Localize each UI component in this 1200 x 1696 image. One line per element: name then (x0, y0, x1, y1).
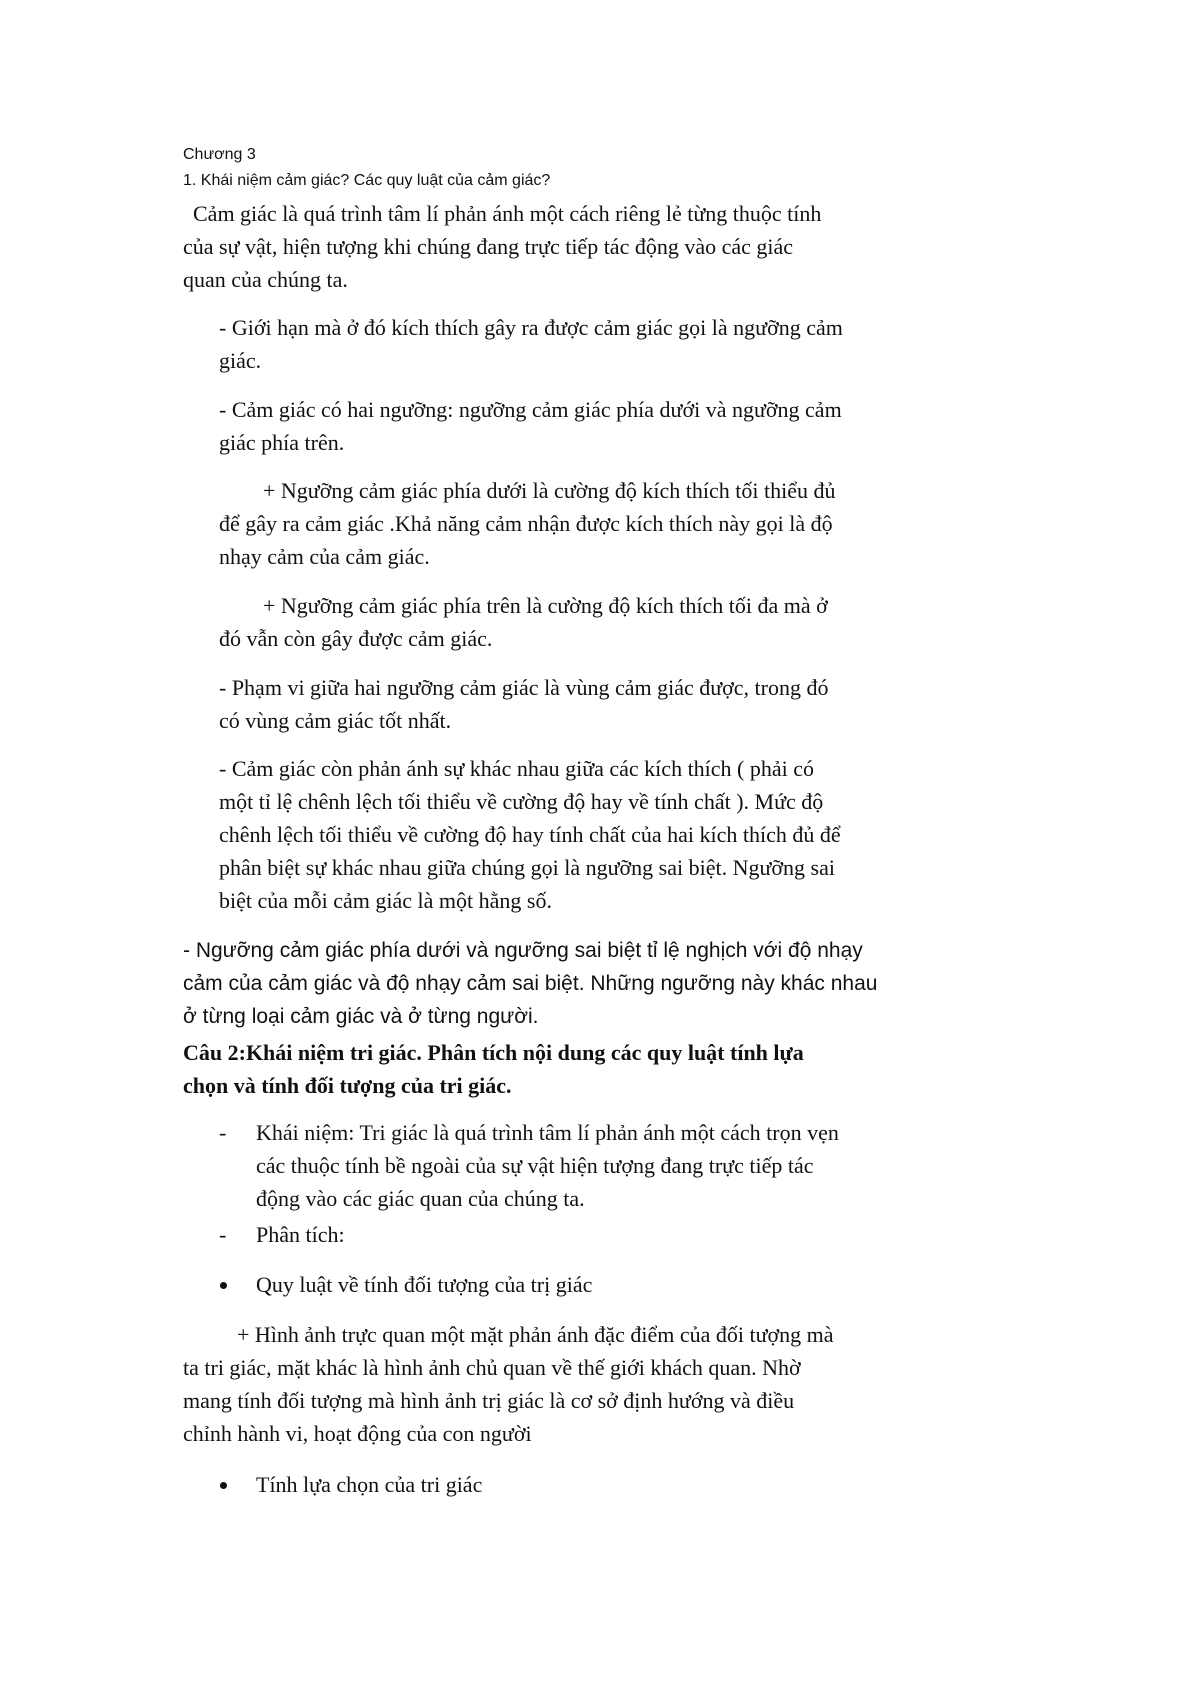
concept-item: Khái niệm: Tri giác là quá trình tâm lí phản ánh một cách trọn vẹn các thuộc tính bề ngoài của sự vật hiện tượng đang trực tiếp tác động vào các giác quan của chúng ta. (256, 1120, 839, 1211)
subpoint-1: + Ngưỡng cảm giác phía dưới là cường độ kích thích tối thiểu đủ để gây ra cảm giác .Khả năng cảm nhận được kích thích này gọi là độ nhạy cảm của cảm giác. (219, 478, 836, 569)
bullet-1-detail: + Hình ảnh trực quan một mặt phản ánh đặc điểm của đối tượng mà ta tri giác, mặt khác là hình ảnh chủ quan về thế giới khách quan. Nhờ mang tính đối tượng mà hình ảnh trị giác là cơ sở định hướng và điều chỉnh hành vi, hoạt động của con người (183, 1322, 834, 1446)
point-4: - Cảm giác còn phản ánh sự khác nhau giữa các kích thích ( phải có một tỉ lệ chênh lệch tối thiểu về cường độ hay về tính chất ). Mức độ chênh lệch tối thiểu về cường độ hay tính chất của hai kích thích đủ để phân biệt sự khác nhau giữa chúng gọi là ngưỡng sai biệt. Ngưỡng sai biệt của mỗi cảm giác là một hằng số. (219, 756, 841, 913)
subpoint-2: + Ngưỡng cảm giác phía trên là cường độ kích thích tối đa mà ở đó vẫn còn gây được cảm giác. (219, 593, 828, 651)
bullet-1-item: Quy luật về tính đối tượng của trị giác (256, 1272, 593, 1297)
question-2-title: Câu 2:Khái niệm tri giác. Phân tích nội dung các quy luật tính lựa chọn và tính đối tượng của tri giác. (183, 1040, 804, 1098)
analysis-dash-marker: - (219, 1222, 227, 1247)
point-1: - Giới hạn mà ở đó kích thích gây ra được cảm giác gọi là ngưỡng cảm giác. (219, 315, 843, 373)
question-1-title: 1. Khái niệm cảm giác? Các quy luật của cảm giác? (183, 172, 551, 189)
bullet-2-item: Tính lựa chọn của tri giác (256, 1472, 483, 1497)
point-3: - Phạm vi giữa hai ngưỡng cảm giác là vùng cảm giác được, trong đó có vùng cảm giác tốt nhất. (219, 675, 829, 733)
chapter-title: Chương 3 (183, 146, 256, 163)
point-2: - Cảm giác có hai ngưỡng: ngưỡng cảm giác phía dưới và ngưỡng cảm giác phía trên. (219, 397, 842, 455)
bullet-1-dot (220, 1282, 227, 1289)
analysis-item: Phân tích: (256, 1222, 345, 1247)
point-5: - Ngưỡng cảm giác phía dưới và ngưỡng sai biệt tỉ lệ nghịch với độ nhạy cảm của cảm giác và độ nhạy cảm sai biệt. Những ngưỡng này khác nhau ở từng loại cảm giác và ở từng người. (183, 939, 878, 1028)
concept-dash-marker: - (219, 1120, 227, 1145)
definition-paragraph: Cảm giác là quá trình tâm lí phản ánh một cách riêng lẻ từng thuộc tính của sự vật, hiện tượng khi chúng đang trực tiếp tác động vào các giác quan của chúng ta. (183, 201, 822, 292)
bullet-2-dot (220, 1482, 227, 1489)
